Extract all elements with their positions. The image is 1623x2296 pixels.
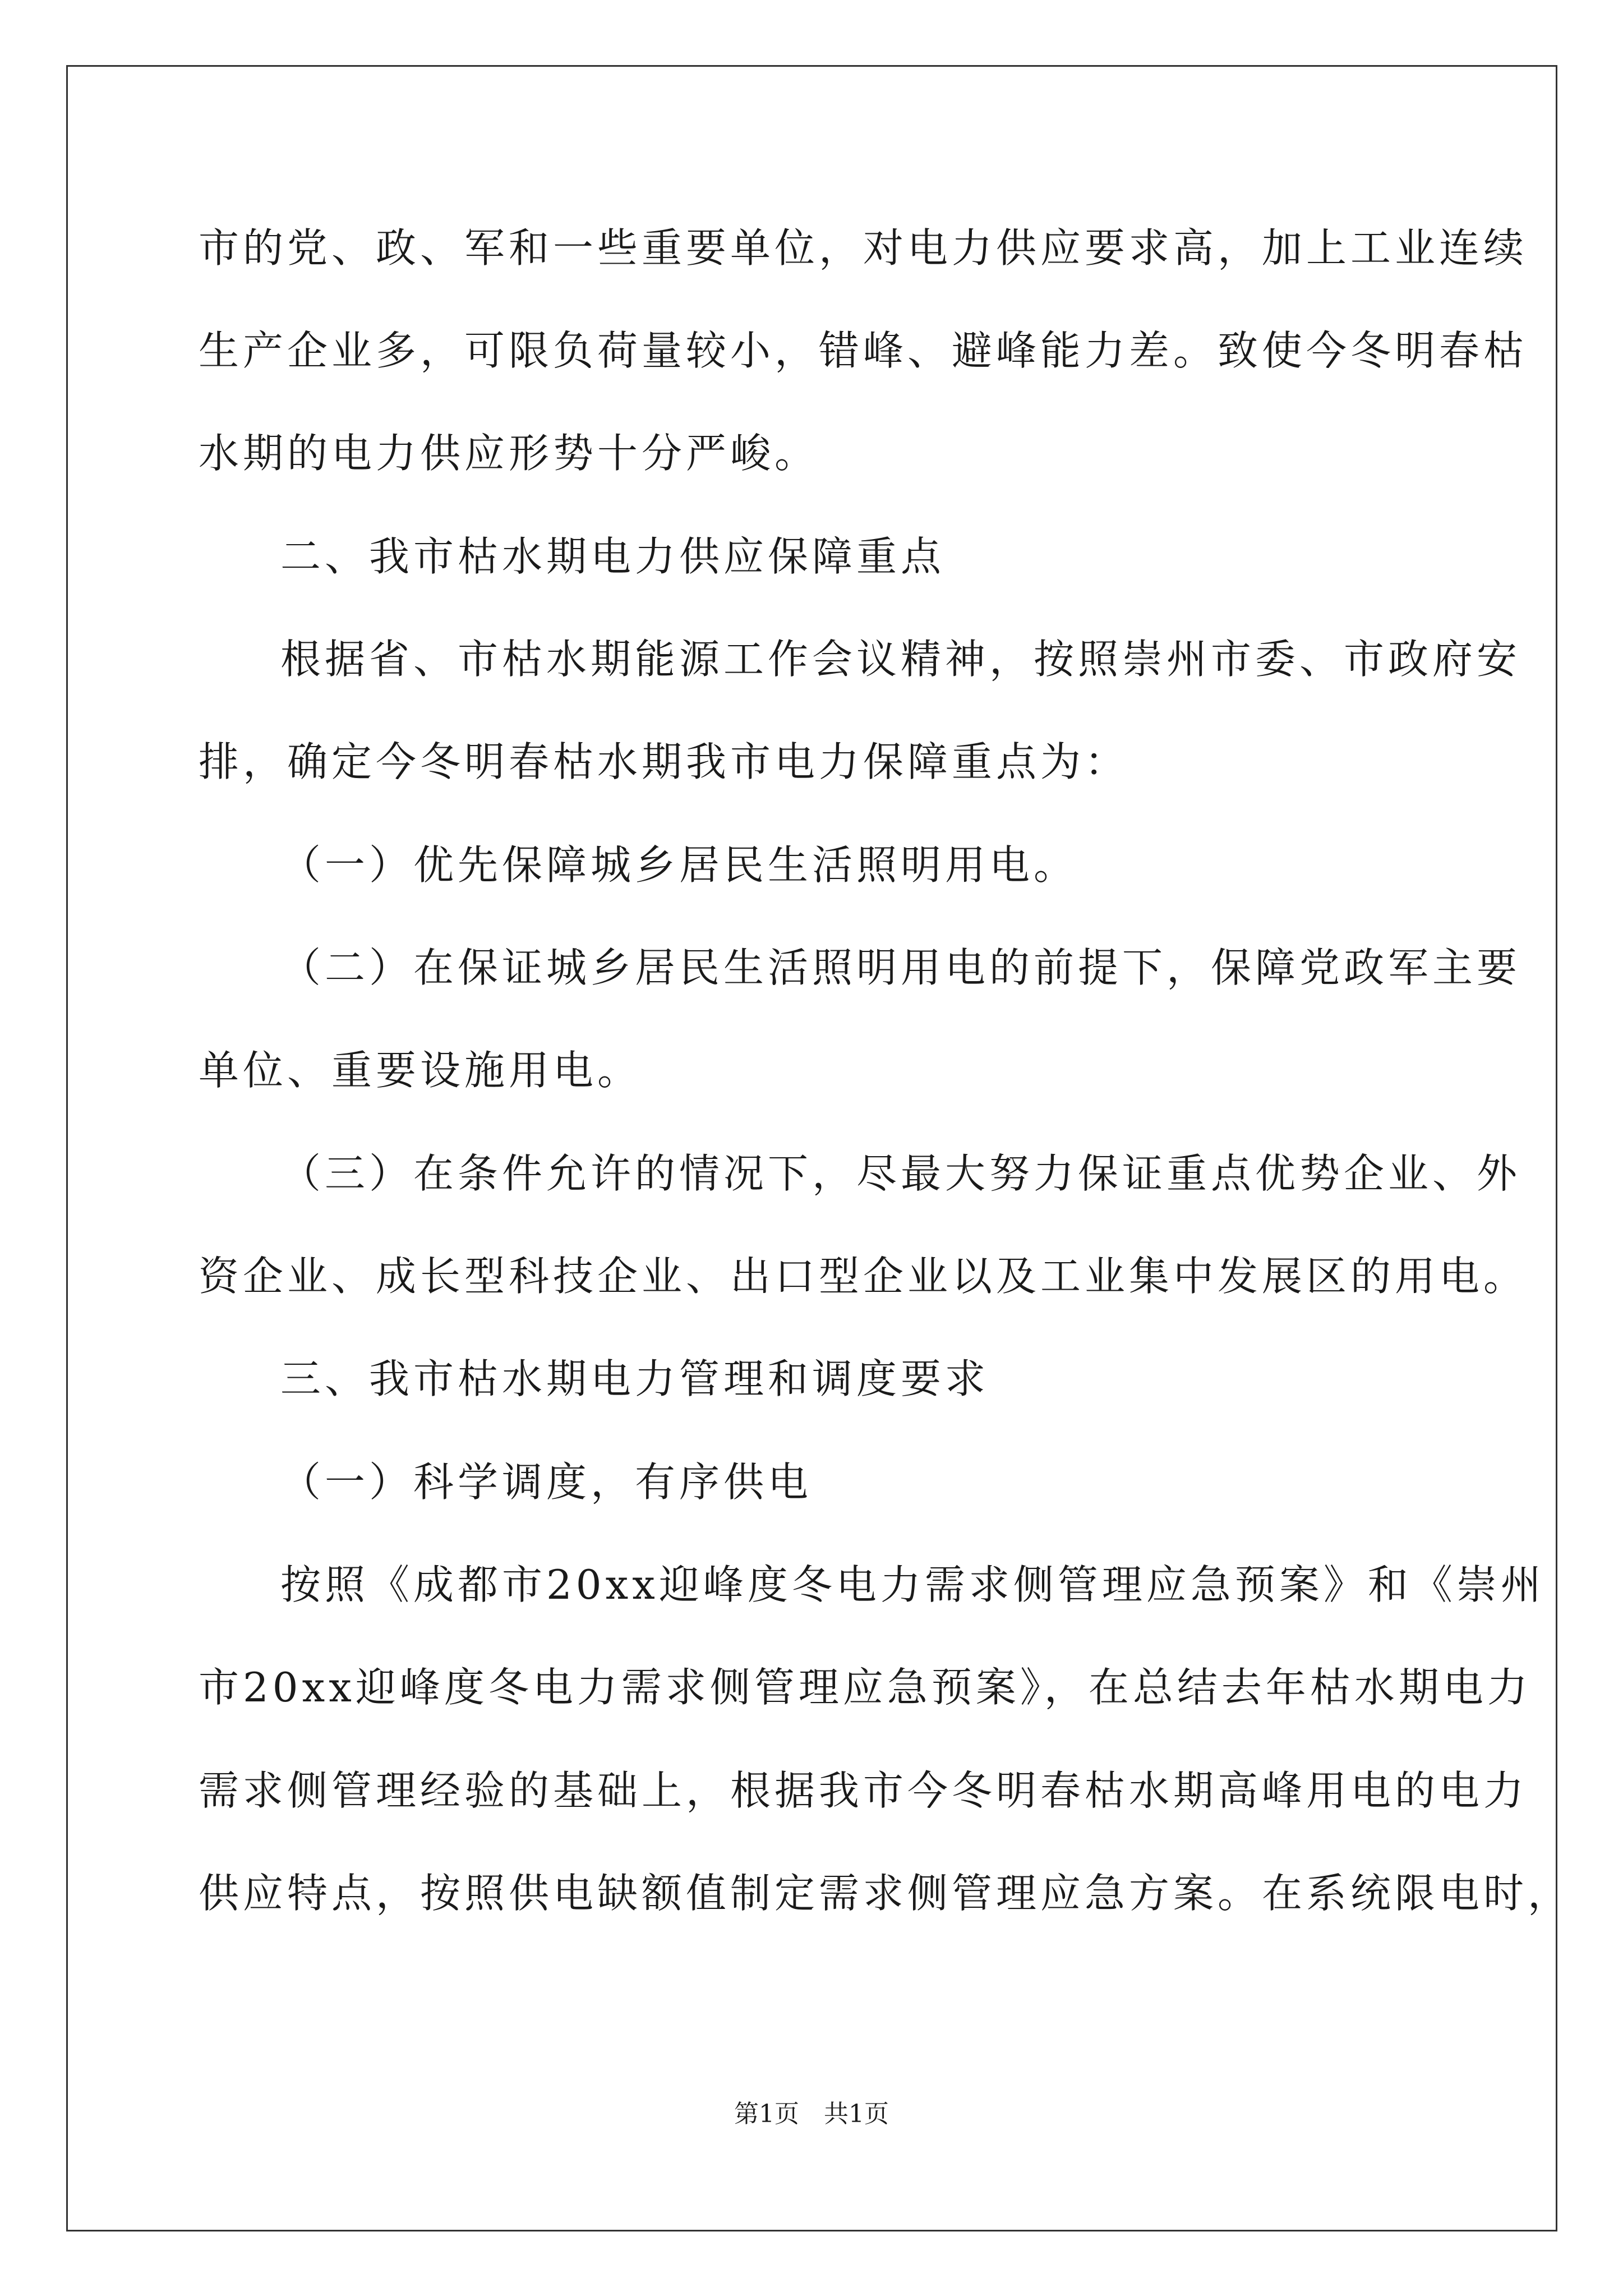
list-item-2: （二）在保证城乡居民生活照明用电的前提下，保障党政军主要 [280,944,1521,991]
body-line-2: 生产企业多，可限负荷量较小，错峰、避峰能力差。致使今冬明春枯 [199,327,1528,374]
body-line-1: 市的党、政、军和一些重要单位，对电力供应要求高，加上工业连续 [199,224,1528,272]
body-line-16: 需求侧管理经验的基础上，根据我市今冬明春枯水期高峰用电的电力 [199,1767,1528,1814]
section-heading-3: 三、我市枯水期电力管理和调度要求 [280,1355,990,1402]
body-line-11: 资企业、成长型科技企业、出口型企业以及工业集中发展区的用电。 [199,1253,1528,1300]
body-line-9: 单位、重要设施用电。 [199,1047,642,1094]
body-line-6: 排，确定今冬明春枯水期我市电力保障重点为： [199,738,1129,785]
body-line-17: 供应特点，按照供电缺额值制定需求侧管理应急方案。在系统限电时， [199,1870,1573,1917]
body-line-15: 市20xx迎峰度冬电力需求侧管理应急预案》，在总结去年枯水期电力 [199,1664,1532,1711]
body-line-14: 按照《成都市20xx迎峰度冬电力需求侧管理应急预案》和《崇州 [280,1561,1545,1608]
subsection-heading-1: （一）科学调度，有序供电 [280,1458,813,1506]
body-line-5: 根据省、市枯水期能源工作会议精神，按照崇州市委、市政府安 [280,636,1521,683]
list-item-3: （三）在条件允许的情况下，尽最大努力保证重点优势企业、外 [280,1150,1521,1197]
section-heading-2: 二、我市枯水期电力供应保障重点 [280,533,946,580]
page-number-footer: 第1页 共1页 [734,2100,889,2128]
list-item-1: （一）优先保障城乡居民生活照明用电。 [280,841,1078,889]
body-line-3: 水期的电力供应形势十分严峻。 [199,430,819,477]
